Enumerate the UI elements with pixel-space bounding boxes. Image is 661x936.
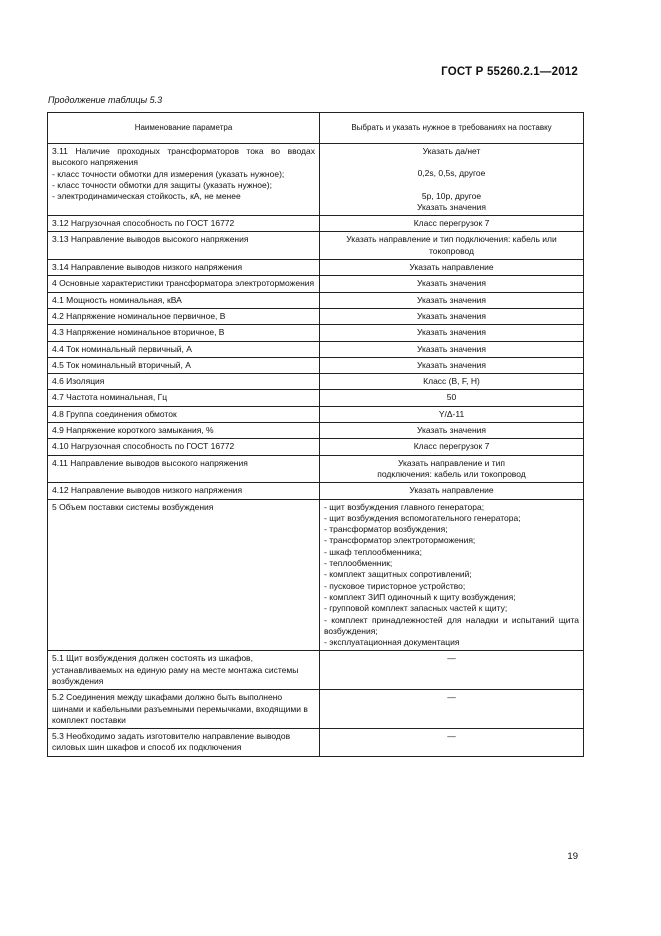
value-cell: Y/Δ-11 <box>320 406 584 422</box>
column-header-selection: Выбрать и указать нужное в требованиях на поставку <box>320 113 584 144</box>
param-cell: 4.10 Нагрузочная способность по ГОСТ 16772 <box>48 439 320 455</box>
value-cell: Указать значения <box>320 341 584 357</box>
value-cell: Класс перегрузок 7 <box>320 216 584 232</box>
param-cell: 3.13 Направление выводов высокого напряжения <box>48 232 320 260</box>
value-text: Указать направление и тип <box>397 457 506 468</box>
param-cell: 4.8 Группа соединения обмоток <box>48 406 320 422</box>
value-cell: Указать значения <box>320 276 584 292</box>
table-row <box>48 499 584 651</box>
value-cell: Класс (B, F, H) <box>320 374 584 390</box>
document-code: ГОСТ Р 55260.2.1—2012 <box>441 66 578 78</box>
value-cell: Указать направление и тип подключения: кабель или токопровод <box>320 232 584 260</box>
param-text: - электродинамическая стойкость, кА, не менее <box>52 191 241 202</box>
table-row <box>48 341 584 357</box>
value-cell: Указать направление <box>320 483 584 499</box>
list-item: - комплект защитных сопротивлений; <box>324 569 472 580</box>
value-text: Указать да/нет <box>422 146 481 156</box>
param-cell: 5.3 Необходимо задать изготовителю направление выводов силовых шин шкафов и способ их подключения <box>48 729 320 757</box>
list-item: - щит возбуждения главного генератора; <box>324 501 485 512</box>
table-row <box>48 276 584 292</box>
param-cell: 4 Основные характеристики трансформатора электроторможения <box>48 276 320 292</box>
value-cell: — <box>320 690 584 729</box>
list-item: - комплект принадлежностей для наладки и испытаний щита возбуждения; <box>324 614 579 636</box>
list-item: - комплект ЗИП одиночный к щиту возбуждения; <box>324 591 516 602</box>
param-cell: 3.14 Направление выводов низкого напряжения <box>48 260 320 276</box>
param-text: 3.11 Наличие проходных трансформаторов тока во вводах высокого напряжения <box>52 146 315 168</box>
param-cell: 4.3 Напряжение номинальное вторичное, В <box>48 325 320 341</box>
param-cell: 5.2 Соединения между шкафами должно быть выполнено шинами и кабельными разъемными перемычками, входящими в комплект поставки <box>48 690 320 729</box>
list-item: - трансформатор электроторможения; <box>324 535 476 546</box>
value-cell <box>320 144 584 216</box>
table-row <box>48 423 584 439</box>
table-row <box>48 325 584 341</box>
value-cell: Указать значения <box>320 357 584 373</box>
table-row <box>48 308 584 324</box>
table-row <box>48 690 584 729</box>
value-cell: — <box>320 651 584 690</box>
value-cell: Класс перегрузок 7 <box>320 439 584 455</box>
table-row <box>48 374 584 390</box>
table-row <box>48 292 584 308</box>
value-text: подключения: кабель или токопровод <box>377 468 526 479</box>
table-row <box>48 483 584 499</box>
value-cell: Указать значения <box>320 325 584 341</box>
param-cell: 4.7 Частота номинальная, Гц <box>48 390 320 406</box>
list-item: - пусковое тиристорное устройство; <box>324 580 466 591</box>
table-row <box>48 232 584 260</box>
table-row <box>48 260 584 276</box>
table-row <box>48 390 584 406</box>
param-cell <box>48 144 320 216</box>
column-header-parameter: Наименование параметра <box>48 113 320 144</box>
table-row <box>48 729 584 757</box>
table-caption: Продолжение таблицы 5.3 <box>48 95 163 105</box>
value-text: Указать значения <box>416 201 486 212</box>
table-row <box>48 651 584 690</box>
value-cell: Указать значения <box>320 292 584 308</box>
value-cell <box>320 499 584 651</box>
list-item: - групповой комплект запасных частей к щиту; <box>324 603 508 614</box>
value-text: 0,2s, 0,5s, другое <box>417 168 486 179</box>
page-number: 19 <box>567 851 578 862</box>
value-cell: Указать значения <box>320 423 584 439</box>
param-cell: 4.2 Напряжение номинальное первичное, В <box>48 308 320 324</box>
list-item: - эксплуатационная документация <box>324 637 460 648</box>
list-item: - трансформатор возбуждения; <box>324 524 448 535</box>
table-row <box>48 216 584 232</box>
list-item: - щит возбуждения вспомогательного генератора; <box>324 512 521 523</box>
param-cell: 4.4 Ток номинальный первичный, А <box>48 341 320 357</box>
table-row <box>48 357 584 373</box>
param-text: - класс точности обмотки для защиты (указать нужное); <box>52 179 272 190</box>
value-cell: 50 <box>320 390 584 406</box>
param-cell: 4.6 Изоляция <box>48 374 320 390</box>
value-text: 5p, 10p, другое <box>421 190 482 201</box>
requirements-table <box>47 112 584 757</box>
table-row <box>48 144 584 216</box>
param-cell: 4.12 Направление выводов низкого напряжения <box>48 483 320 499</box>
param-cell: 5.1 Щит возбуждения должен состоять из шкафов, устанавливаемых на единую раму на месте монтажа системы возбуждения <box>48 651 320 690</box>
param-cell: 5 Объем поставки системы возбуждения <box>48 499 320 651</box>
param-cell: 4.9 Напряжение короткого замыкания, % <box>48 423 320 439</box>
value-cell <box>320 455 584 483</box>
param-cell: 4.11 Направление выводов высокого напряжения <box>48 455 320 483</box>
value-cell: Указать направление <box>320 260 584 276</box>
param-cell: 3.12 Нагрузочная способность по ГОСТ 16772 <box>48 216 320 232</box>
list-item: - теплообменник; <box>324 558 393 569</box>
value-cell: — <box>320 729 584 757</box>
table-row <box>48 439 584 455</box>
param-cell: 4.5 Ток номинальный вторичный, А <box>48 357 320 373</box>
param-cell: 4.1 Мощность номинальная, кВА <box>48 292 320 308</box>
value-cell: Указать значения <box>320 308 584 324</box>
param-text: - класс точности обмотки для измерения (указать нужное); <box>52 168 285 179</box>
table-header-row <box>48 113 584 144</box>
table-row <box>48 455 584 483</box>
table-row <box>48 406 584 422</box>
list-item: - шкаф теплообменника; <box>324 546 423 557</box>
